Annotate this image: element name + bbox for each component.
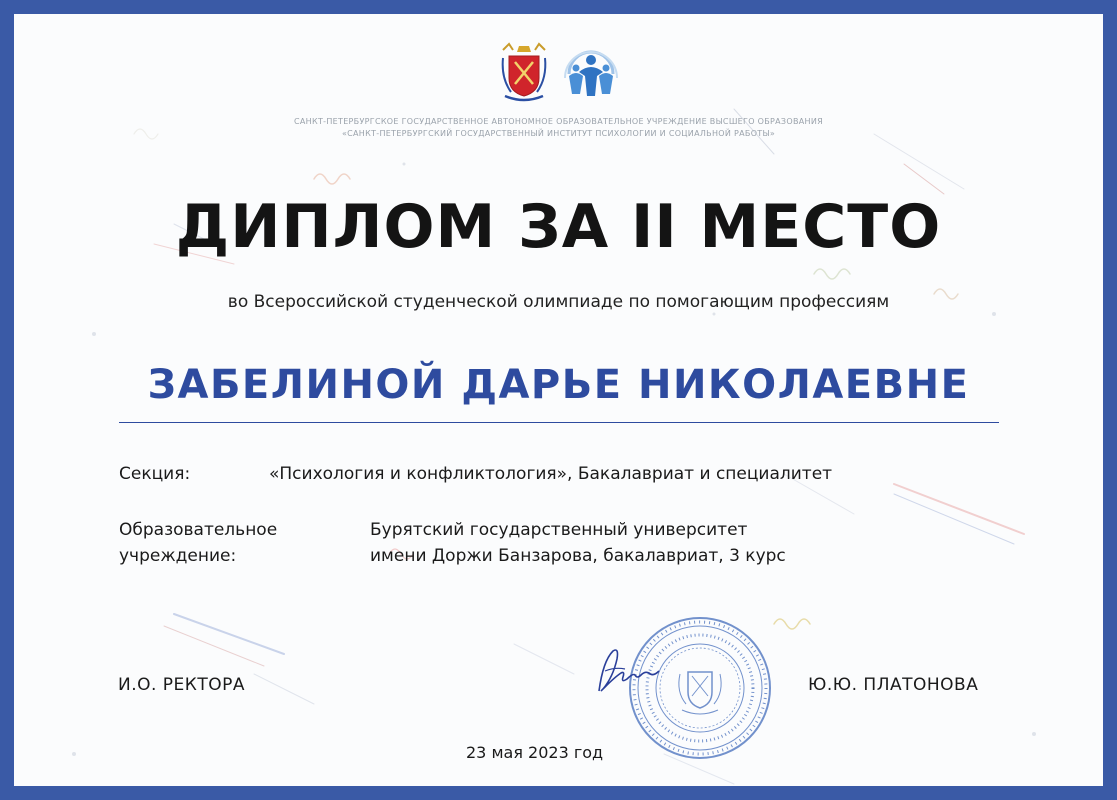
institution-label-line-1: Образовательное — [119, 520, 278, 540]
coat-of-arms-icon — [499, 42, 549, 102]
handwritten-signature-icon — [591, 641, 661, 703]
institution-value-line-2: имени Доржи Банзарова, бакалавриат, 3 курс — [370, 546, 786, 566]
diploma-sheet — [14, 14, 1103, 786]
signatory-name: Ю.Ю. ПЛАТОНОВА — [808, 675, 979, 695]
diploma-title: ДИПЛОМ ЗА II МЕСТО — [175, 192, 942, 262]
recipient-name: ЗАБЕЛИНОЙ ДАРЬЕ НИКОЛАЕВНЕ — [147, 362, 970, 408]
diploma-subtitle: во Всероссийской студенческой олимпиаде по помогающим профессиям — [227, 292, 890, 312]
institution-header — [14, 116, 1103, 140]
logos-row — [14, 42, 1103, 104]
issue-date: 23 мая 2023 год — [466, 743, 604, 762]
institute-logo-icon — [561, 44, 621, 100]
name-underline — [119, 422, 999, 423]
rector-title: И.О. РЕКТОРА — [118, 675, 246, 695]
institution-line-2: «САНКТ-ПЕТЕРБУРГСКИЙ ГОСУДАРСТВЕННЫЙ ИНСТИТУТ ПСИХОЛОГИИ И СОЦИАЛЬНОЙ РАБОТЫ» — [341, 129, 776, 138]
institution-label-line-2: учреждение: — [119, 546, 237, 566]
institution-line-1: САНКТ-ПЕТЕРБУРГСКОЕ ГОСУДАРСТВЕННОЕ АВТОНОМНОЕ ОБРАЗОВАТЕЛЬНОЕ УЧРЕЖДЕНИЕ ВЫСШЕГО ОБРАЗОВАНИЯ — [294, 117, 823, 126]
section-label: Секция: — [119, 464, 191, 484]
institution-value-line-1: Бурятский государственный университет — [370, 520, 748, 540]
section-value: «Психология и конфликтология», Бакалавриат и специалитет — [269, 464, 833, 484]
